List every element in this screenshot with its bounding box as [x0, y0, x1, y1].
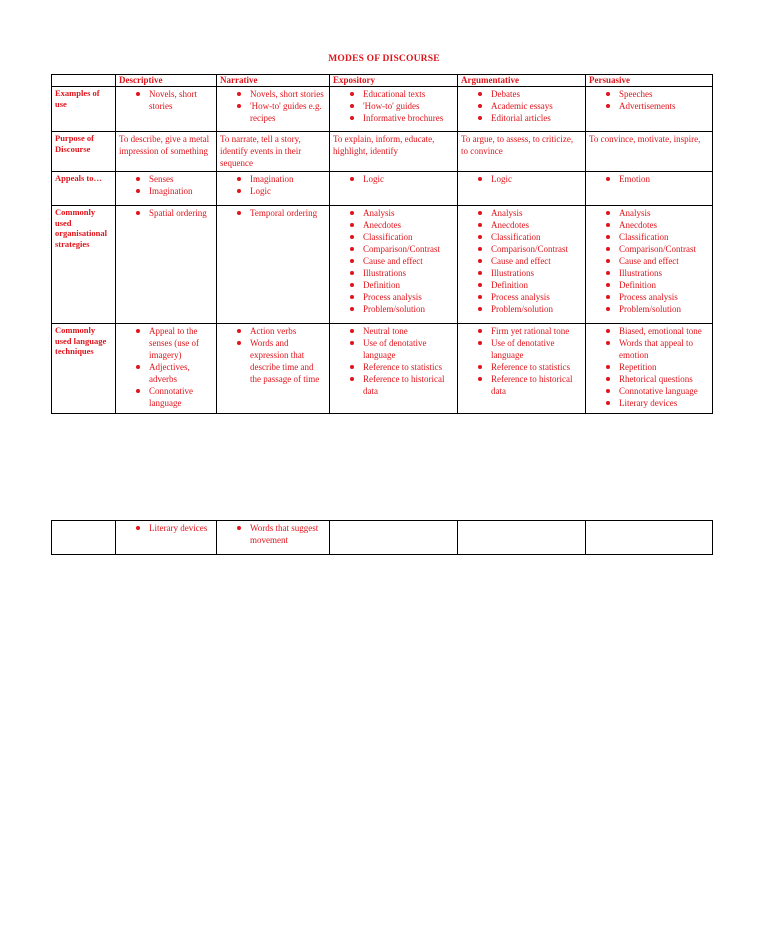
header-argumentative: Argumentative: [458, 75, 586, 87]
list-item: Imagination: [250, 173, 326, 185]
bullet-list: [119, 325, 213, 409]
list-item: Process analysis: [619, 291, 709, 303]
table-cell: [330, 87, 458, 132]
table-cell: [586, 324, 713, 414]
list-item: Classification: [491, 231, 582, 243]
list-item: Novels, short stories: [149, 88, 213, 112]
list-item: Logic: [363, 173, 454, 185]
list-item: 'How-to' guides e.g. recipes: [250, 100, 326, 124]
table-cell: [116, 172, 217, 206]
list-item: Definition: [619, 279, 709, 291]
header-cell-empty: [52, 75, 116, 87]
list-item: Problem/solution: [363, 303, 454, 315]
list-item: Definition: [363, 279, 454, 291]
continuation-table: [51, 520, 713, 555]
list-item: Action verbs: [250, 325, 326, 337]
list-item: Words and expression that describe time and the passage of time: [250, 337, 326, 385]
bullet-list: [333, 207, 454, 315]
list-item: Reference to statistics: [363, 361, 454, 373]
bullet-list: [119, 173, 213, 197]
table-cell: [116, 206, 217, 324]
list-item: Anecdotes: [491, 219, 582, 231]
list-item: Cause and effect: [491, 255, 582, 267]
cell-text: To describe, give a metal impression of something: [119, 134, 210, 156]
list-item: Illustrations: [491, 267, 582, 279]
bullet-list: [333, 173, 454, 185]
list-item: Anecdotes: [363, 219, 454, 231]
list-item: Neutral tone: [363, 325, 454, 337]
list-item: Literary devices: [619, 397, 709, 409]
bullet-list: [333, 88, 454, 124]
bullet-list: [461, 207, 582, 315]
table-cell: [458, 206, 586, 324]
row-label: Commonly used language techniques: [52, 324, 116, 414]
cell-text: To argue, to assess, to criticize, to convince: [461, 134, 574, 156]
list-item: Editorial articles: [491, 112, 582, 124]
list-item: Problem/solution: [619, 303, 709, 315]
bullet-list: [589, 88, 709, 112]
list-item: Rhetorical questions: [619, 373, 709, 385]
table-cell: [217, 87, 330, 132]
table-cell: [116, 521, 217, 555]
bullet-list: [589, 207, 709, 315]
bullet-list: [333, 325, 454, 397]
table-cell: [458, 132, 586, 172]
bullet-list: [119, 522, 213, 534]
table-cell: [458, 172, 586, 206]
table-row: [52, 132, 713, 172]
list-item: Emotion: [619, 173, 709, 185]
table-cell: [116, 87, 217, 132]
list-item: Reference to statistics: [491, 361, 582, 373]
table-cell: [330, 132, 458, 172]
table-row: [52, 521, 713, 555]
table-cell: [586, 132, 713, 172]
list-item: Novels, short stories: [250, 88, 326, 100]
list-item: Connotative language: [619, 385, 709, 397]
row-label: [52, 521, 116, 555]
cell-text: To narrate, tell a story, identify events in their sequence: [220, 134, 302, 168]
bullet-list: [220, 207, 326, 219]
bullet-list: [589, 173, 709, 185]
table-cell: [330, 172, 458, 206]
table-cell: [458, 521, 586, 555]
list-item: Appeal to the senses (use of imagery): [149, 325, 213, 361]
header-expository: Expository: [330, 75, 458, 87]
list-item: Advertisements: [619, 100, 709, 112]
list-item: Logic: [250, 185, 326, 197]
list-item: Comparison/Contrast: [491, 243, 582, 255]
table-cell: [217, 132, 330, 172]
list-item: Problem/solution: [491, 303, 582, 315]
row-label: Examples of use: [52, 87, 116, 132]
list-item: Use of denotative language: [363, 337, 454, 361]
table-row: [52, 324, 713, 414]
table-cell: [330, 206, 458, 324]
bullet-list: [589, 325, 709, 409]
header-narrative: Narrative: [217, 75, 330, 87]
table-cell: [217, 206, 330, 324]
list-item: Classification: [619, 231, 709, 243]
cell-text: To explain, inform, educate, highlight, identify: [333, 134, 435, 156]
header-descriptive: Descriptive: [116, 75, 217, 87]
table-cell: [217, 324, 330, 414]
table-cell: [217, 521, 330, 555]
list-item: Educational texts: [363, 88, 454, 100]
list-item: 'How-to' guides: [363, 100, 454, 112]
list-item: Imagination: [149, 185, 213, 197]
bullet-list: [220, 173, 326, 197]
bullet-list: [461, 88, 582, 124]
list-item: Connotative language: [149, 385, 213, 409]
list-item: Repetition: [619, 361, 709, 373]
list-item: Words that appeal to emotion: [619, 337, 709, 361]
list-item: Informative brochures: [363, 112, 454, 124]
list-item: Analysis: [363, 207, 454, 219]
table-cell: [330, 521, 458, 555]
list-item: Process analysis: [491, 291, 582, 303]
row-label: Commonly used organisational strategies: [52, 206, 116, 324]
table-cell: [586, 172, 713, 206]
list-item: Definition: [491, 279, 582, 291]
row-label: Purpose of Discourse: [52, 132, 116, 172]
list-item: Comparison/Contrast: [619, 243, 709, 255]
list-item: Illustrations: [619, 267, 709, 279]
header-row: [52, 75, 713, 87]
list-item: Words that suggest movement: [250, 522, 326, 546]
bullet-list: [220, 325, 326, 385]
list-item: Analysis: [619, 207, 709, 219]
list-item: Academic essays: [491, 100, 582, 112]
bullet-list: [220, 522, 326, 546]
table-cell: [116, 324, 217, 414]
list-item: Firm yet rational tone: [491, 325, 582, 337]
bullet-list: [119, 207, 213, 219]
list-item: Biased, emotional tone: [619, 325, 709, 337]
table-cell: [458, 87, 586, 132]
table-cell: [586, 87, 713, 132]
list-item: Comparison/Contrast: [363, 243, 454, 255]
table-row: [52, 172, 713, 206]
table-cell: [217, 172, 330, 206]
list-item: Speeches: [619, 88, 709, 100]
list-item: Temporal ordering: [250, 207, 326, 219]
table-cell: [586, 206, 713, 324]
list-item: Use of denotative language: [491, 337, 582, 361]
row-label: Appeals to…: [52, 172, 116, 206]
bullet-list: [461, 325, 582, 397]
list-item: Reference to historical data: [363, 373, 454, 397]
list-item: Debates: [491, 88, 582, 100]
list-item: Senses: [149, 173, 213, 185]
list-item: Illustrations: [363, 267, 454, 279]
list-item: Cause and effect: [619, 255, 709, 267]
list-item: Anecdotes: [619, 219, 709, 231]
table-cell: [330, 324, 458, 414]
cell-text: To convince, motivate, inspire,: [589, 134, 701, 144]
list-item: Spatial ordering: [149, 207, 213, 219]
list-item: Classification: [363, 231, 454, 243]
bullet-list: [220, 88, 326, 124]
list-item: Reference to historical data: [491, 373, 582, 397]
table-row: [52, 87, 713, 132]
list-item: Analysis: [491, 207, 582, 219]
header-persuasive: Persuasive: [586, 75, 713, 87]
list-item: Logic: [491, 173, 582, 185]
bullet-list: [119, 88, 213, 112]
table-cell: [458, 324, 586, 414]
document-title: MODES OF DISCOURSE: [328, 54, 440, 64]
table-cell: [116, 132, 217, 172]
list-item: Cause and effect: [363, 255, 454, 267]
bullet-list: [461, 173, 582, 185]
modes-of-discourse-table: [51, 74, 713, 414]
table-row: [52, 206, 713, 324]
list-item: Adjectives, adverbs: [149, 361, 213, 385]
list-item: Literary devices: [149, 522, 213, 534]
table-cell: [586, 521, 713, 555]
list-item: Process analysis: [363, 291, 454, 303]
